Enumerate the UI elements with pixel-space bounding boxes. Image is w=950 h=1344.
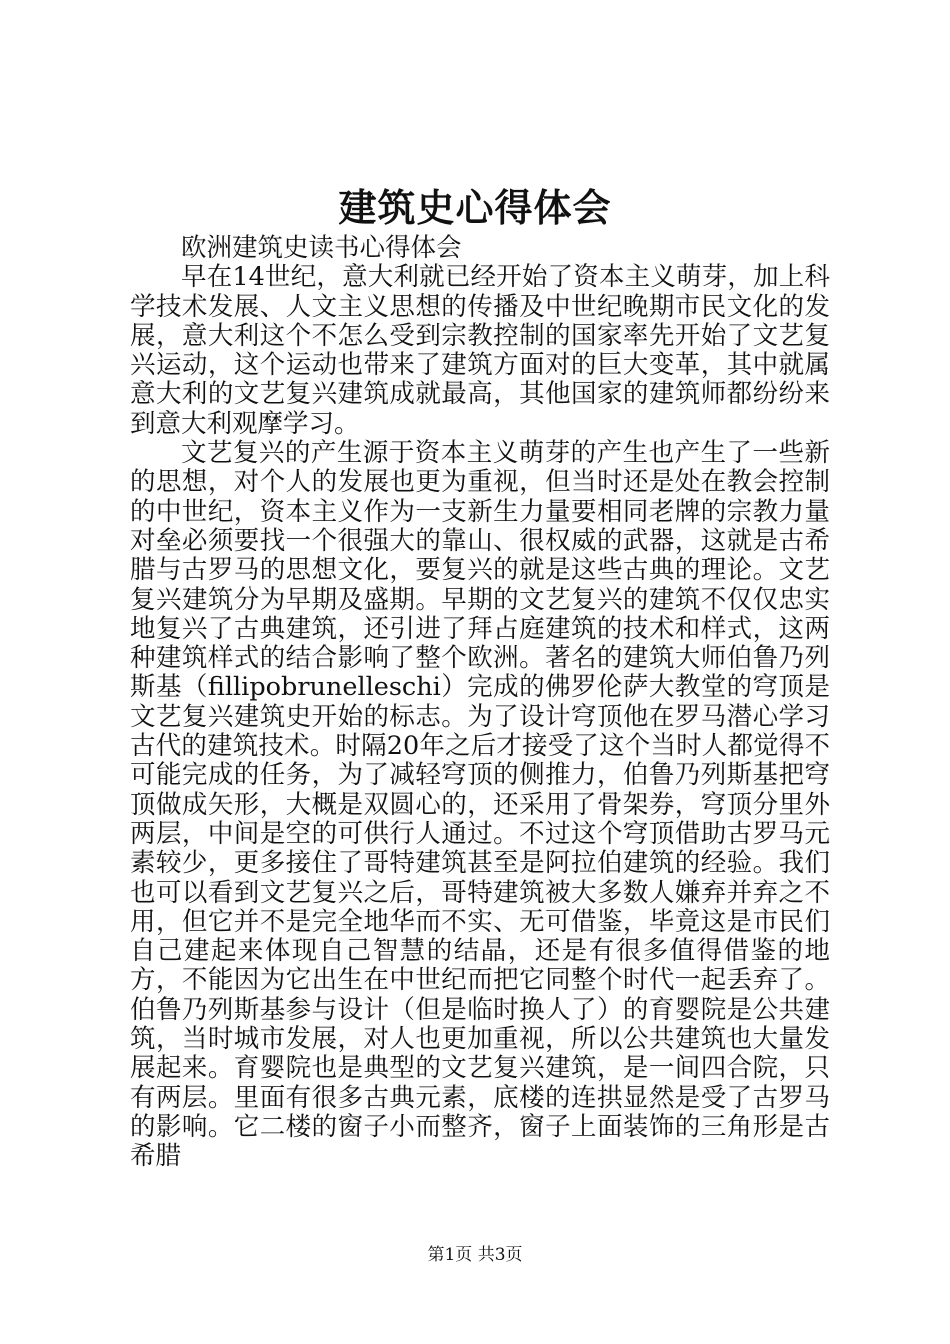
document-body — [130, 234, 830, 1172]
paragraph-2: 文艺复兴的产生源于资本主义萌芽的产生也产生了一些新的思想，对个人的发展也更为重视，但当时还是处在教会控制的中世纪，资本主义作为一支新生力量要相同老牌的宗教力量对垒必须要找一个很强大的靠山、很权威的武器，这就是古希腊与古罗马的思想文化，要复兴的就是这些古典的理论。文艺复兴建筑分为早期及盛期。早期的文艺复兴的建筑不仅仅忠实地复兴了古典建筑，还引进了拜占庭建筑的技术和样式，这两种建筑样式的结合影响了整个欧洲。著名的建筑大师伯鲁乃列斯基（fillipobrunelleschi）完成的佛罗伦萨大教堂的穹顶是文艺复兴建筑史开始的标志。为了设计穹顶他在罗马潜心学习古代的建筑技术。时隔20年之后才接受了这个当时人都觉得不可能完成的任务，为了减轻穹顶的侧推力，伯鲁乃列斯基把穹顶做成矢形，大概是双圆心的，还采用了骨架券，穹顶分里外两层，中间是空的可供行人通过。不过这个穹顶借助古罗马元素较少，更多接住了哥特建筑甚至是阿拉伯建筑的经验。我们也可以看到文艺复兴之后，哥特建筑被大多数人嫌弃并弃之不用，但它并不是完全地华而不实、无可借鉴，毕竟这是市民们自己建起来体现自己智慧的结晶，还是有很多值得借鉴的地方，不能因为它出生在中世纪而把它同整个时代一起丢弃了。伯鲁乃列斯基参与设计（但是临时换人了）的育婴院是公共建筑，当时城市发展，对人也更加重视，所以公共建筑也大量发展起来。育婴院也是典型的文艺复兴建筑，是一间四合院，只有两层。里面有很多古典元素，底楼的连拱显然是受了古罗马的影响。它二楼的窗子小而整齐，窗子上面装饰的三角形是古希腊 — [130, 438, 830, 1172]
page-footer: 第1页 共3页 — [427, 1245, 523, 1265]
document-title: 建筑史心得体会 — [338, 185, 612, 230]
document-subtitle: 欧洲建筑史读书心得体会 — [181, 233, 462, 263]
paragraph-1: 早在14世纪，意大利就已经开始了资本主义萌芽，加上科学技术发展、人文主义思想的传播及中世纪晚期市民文化的发展，意大利这个不怎么受到宗教控制的国家率先开始了文艺复兴运动，这个运动也带来了建筑方面对的巨大变革，其中就属意大利的文艺复兴建筑成就最高，其他国家的建筑师都纷纷来到意大利观摩学习。 — [130, 262, 830, 439]
